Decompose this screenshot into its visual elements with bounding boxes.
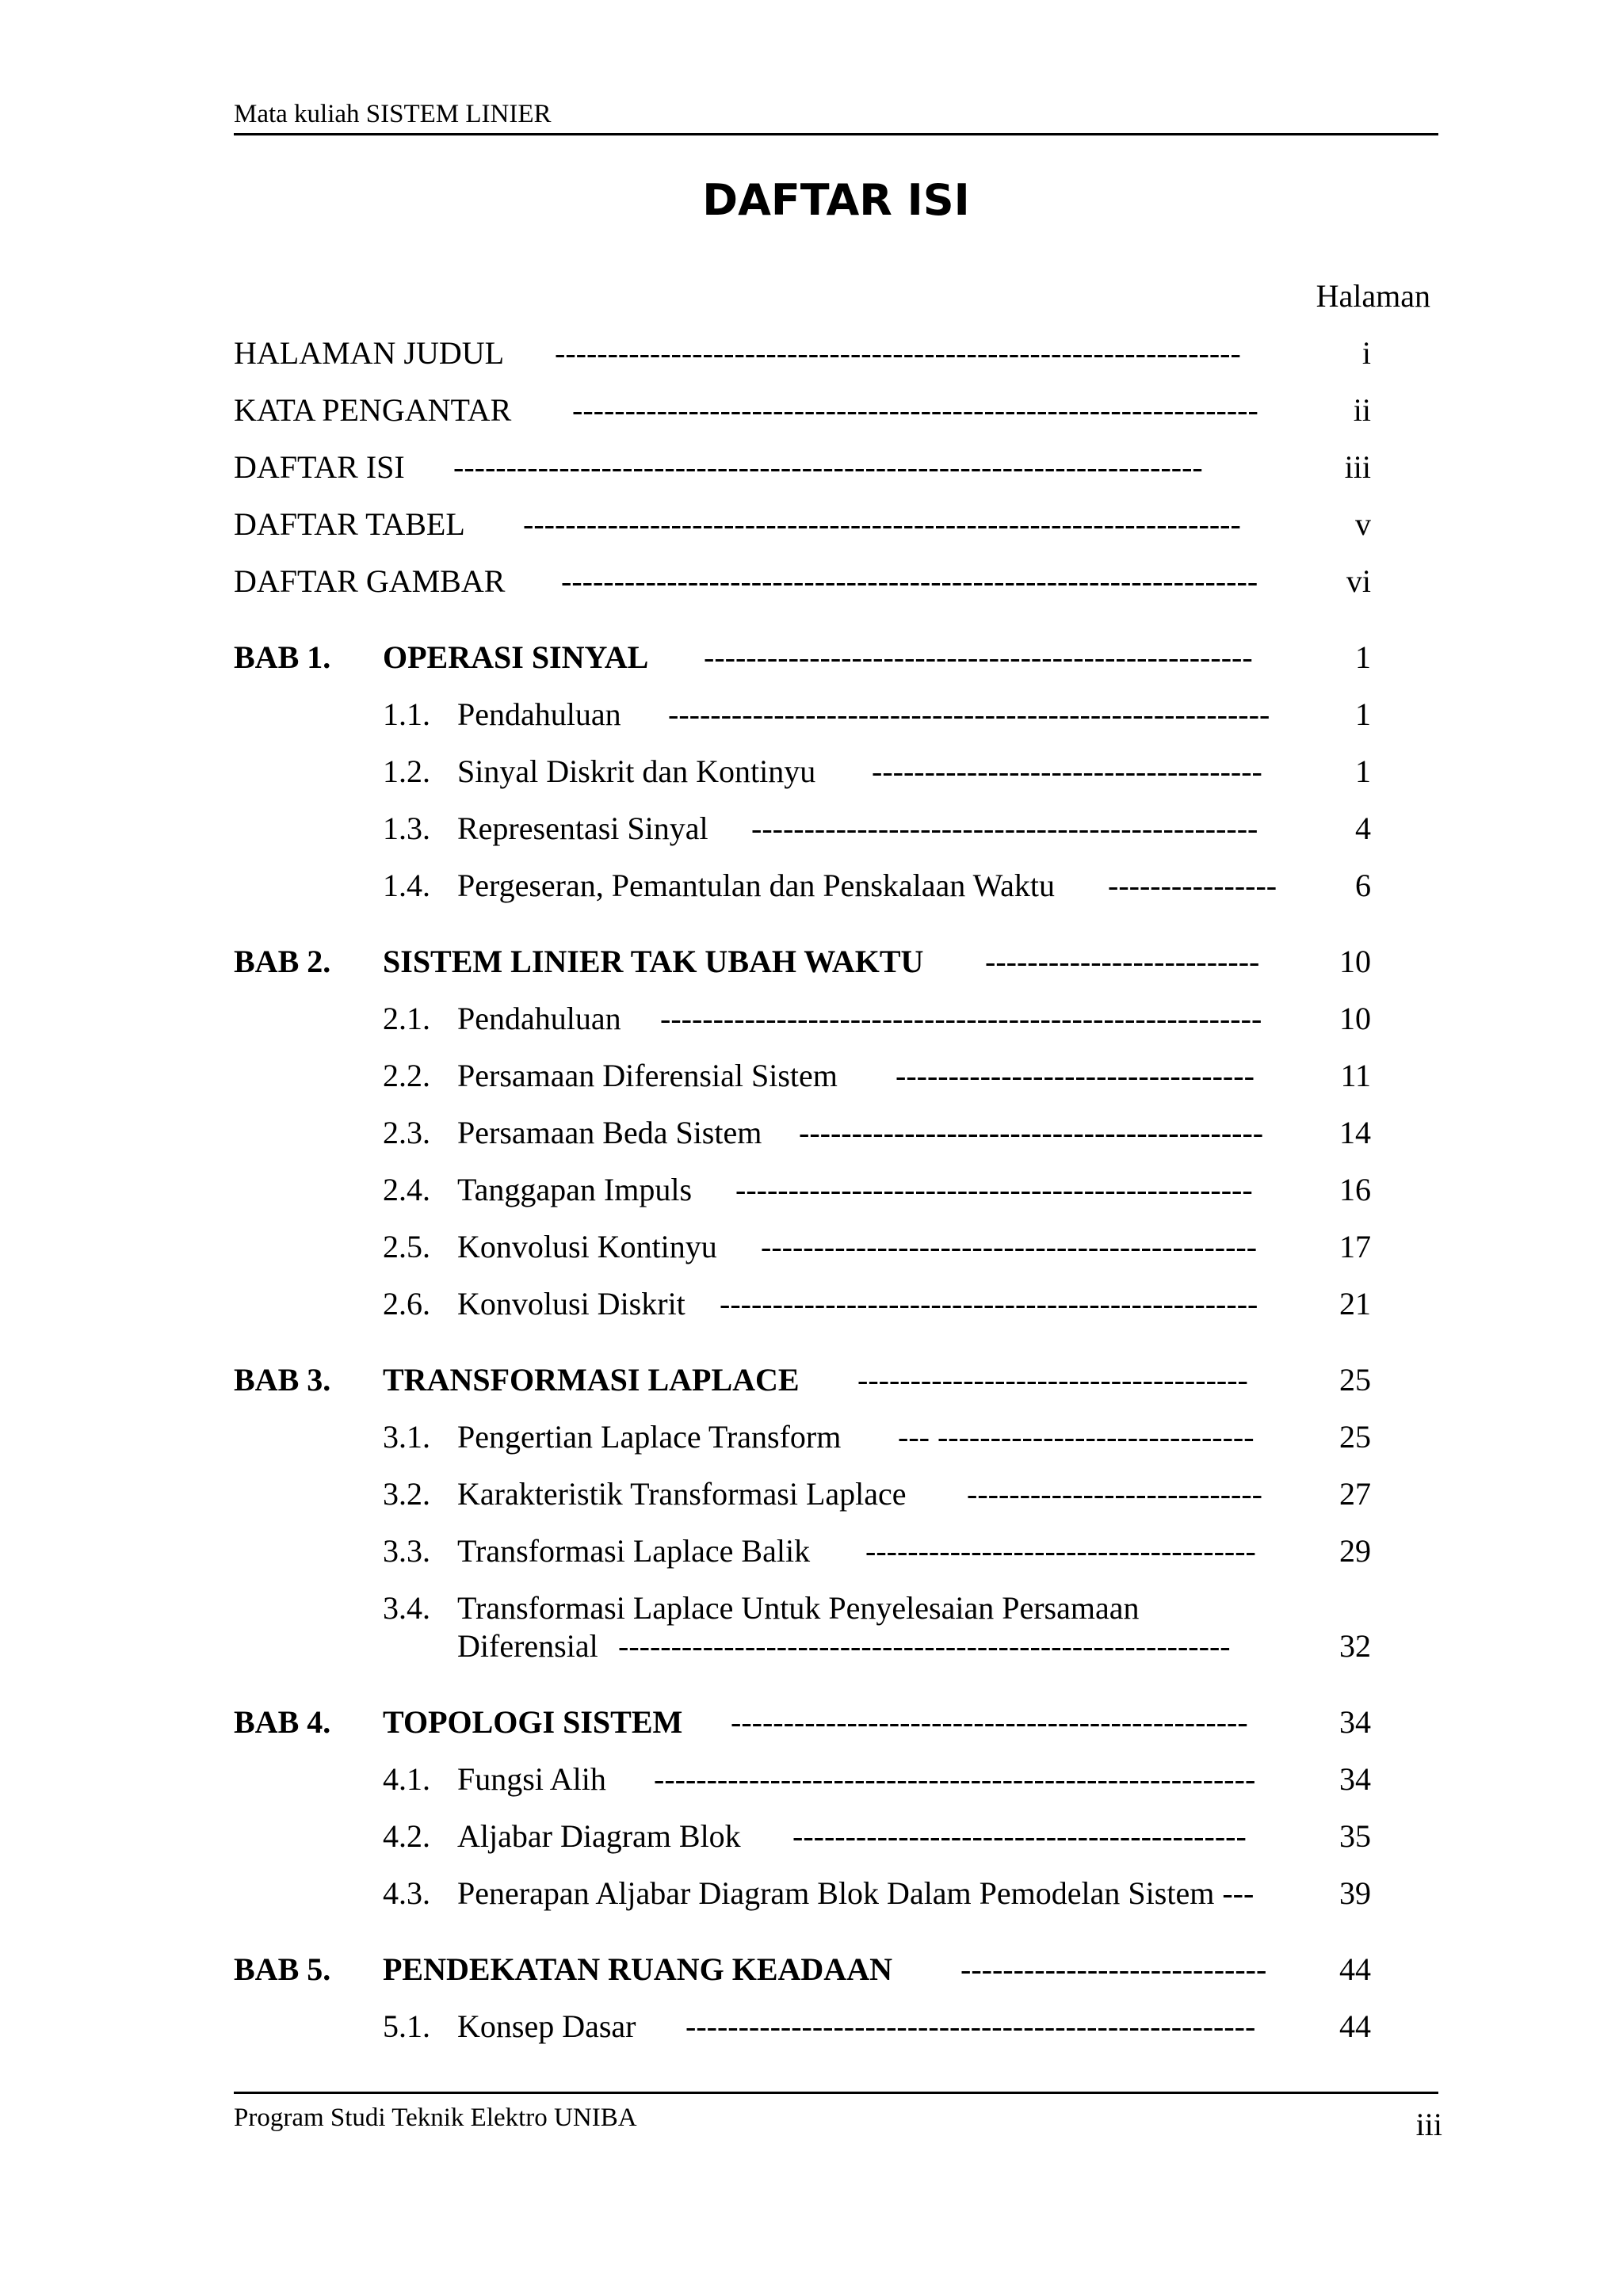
toc-page-number: 34 <box>1339 1761 1371 1797</box>
toc-leader: ------------------------------------------------- <box>735 1172 1253 1207</box>
toc-section-title: Pergeseran, Pemantulan dan Penskalaan Waktu <box>457 868 1055 903</box>
toc-chapter-1[interactable] <box>0 637 1623 678</box>
toc-section-1-4[interactable] <box>0 865 1623 906</box>
toc-page-number: 35 <box>1339 1818 1371 1854</box>
toc-leader: ---------------- <box>1108 868 1277 903</box>
toc-page-number: vi <box>1346 563 1371 599</box>
toc-section-number: 4.3. <box>383 1875 430 1911</box>
toc-page-number: 17 <box>1339 1229 1371 1264</box>
toc-section-1-3[interactable] <box>0 808 1623 849</box>
toc-page-number: 10 <box>1339 1001 1371 1036</box>
toc-section-2-5[interactable] <box>0 1226 1623 1268</box>
toc-section-number: 2.4. <box>383 1172 430 1207</box>
toc-page-number: iii <box>1344 449 1371 485</box>
toc-section-number: 3.2. <box>383 1476 430 1512</box>
toc-page-number: 21 <box>1339 1286 1371 1322</box>
toc-section-2-4[interactable] <box>0 1169 1623 1211</box>
toc-leader: ------------------------------------------------- <box>731 1704 1248 1740</box>
running-header: Mata kuliah SISTEM LINIER <box>234 100 552 128</box>
toc-section-title-continued: Diferensial <box>457 1628 598 1664</box>
toc-section-title: Persamaan Beda Sistem <box>457 1115 762 1150</box>
toc-page-number: 11 <box>1340 1058 1371 1093</box>
toc-section-4-3[interactable] <box>0 1873 1623 1914</box>
toc-entry-label: KATA PENGANTAR <box>234 392 512 428</box>
toc-section-number: 1.4. <box>383 868 430 903</box>
toc-chapter-number: BAB 1. <box>234 639 331 675</box>
toc-section-3-1[interactable] <box>0 1417 1623 1458</box>
toc-section-3-4[interactable] <box>0 1588 1623 1629</box>
toc-section-title: Konvolusi Diskrit <box>457 1286 685 1322</box>
running-footer: Program Studi Teknik Elektro UNIBA <box>234 2103 637 2132</box>
toc-leader: --------------------------------------------------- <box>720 1286 1258 1322</box>
toc-section-number: 4.2. <box>383 1818 430 1854</box>
toc-section-2-1[interactable] <box>0 998 1623 1039</box>
toc-page-number: 32 <box>1339 1628 1371 1664</box>
toc-section-2-3[interactable] <box>0 1112 1623 1154</box>
toc-section-number: 5.1. <box>383 2008 430 2044</box>
header-rule <box>234 133 1438 135</box>
toc-leader: ---------------------------------- <box>896 1058 1254 1093</box>
toc-leader: ------------------------------------------------------------------ <box>561 563 1258 599</box>
toc-page-number: 14 <box>1339 1115 1371 1150</box>
toc-section-5-1[interactable] <box>0 2006 1623 2047</box>
toc-section-number: 2.6. <box>383 1286 430 1322</box>
toc-leader: --------------------------------------------------------- <box>654 1761 1256 1797</box>
toc-section-number: 2.3. <box>383 1115 430 1150</box>
toc-section-number: 2.2. <box>383 1058 430 1093</box>
toc-page-number: 44 <box>1339 2008 1371 2044</box>
toc-section-title: Persamaan Diferensial Sistem <box>457 1058 838 1093</box>
toc-section-2-2[interactable] <box>0 1055 1623 1097</box>
toc-section-title: Penerapan Aljabar Diagram Blok Dalam Pemodelan Sistem --- <box>457 1875 1254 1911</box>
toc-section-title: Pendahuluan <box>457 696 621 732</box>
footer-rule <box>234 2092 1438 2094</box>
toc-section-title: Aljabar Diagram Blok <box>457 1818 741 1854</box>
toc-page-number: 1 <box>1355 753 1371 789</box>
toc-chapter-number: BAB 5. <box>234 1951 331 1987</box>
toc-page-number: 10 <box>1339 944 1371 979</box>
toc-leader: ----------------------------------------------------------------- <box>572 392 1258 428</box>
toc-section-number: 1.2. <box>383 753 430 789</box>
toc-section-2-6[interactable] <box>0 1283 1623 1325</box>
toc-chapter-title: OPERASI SINYAL <box>383 639 649 675</box>
toc-leader: -------------------------------------------- <box>799 1115 1264 1150</box>
toc-section-number: 2.5. <box>383 1229 430 1264</box>
toc-page-number: 1 <box>1355 696 1371 732</box>
toc-page-number: v <box>1355 506 1371 542</box>
toc-leader: ----------------------------------------------------------------- <box>555 335 1241 371</box>
toc-page-number: 25 <box>1339 1419 1371 1455</box>
toc-leader: ---------------------------- <box>967 1476 1262 1512</box>
toc-page-number: 16 <box>1339 1172 1371 1207</box>
toc-section-number: 2.1. <box>383 1001 430 1036</box>
toc-chapter-3[interactable] <box>0 1360 1623 1401</box>
toc-section-1-2[interactable] <box>0 751 1623 792</box>
toc-page-number: 34 <box>1339 1704 1371 1740</box>
toc-section-title: Sinyal Diskrit dan Kontinyu <box>457 753 816 789</box>
toc-entry-daftar-isi[interactable] <box>0 447 1623 488</box>
toc-leader: ----------------------------------------------- <box>761 1229 1258 1264</box>
toc-page-number: 44 <box>1339 1951 1371 1987</box>
toc-chapter-title: TOPOLOGI SISTEM <box>383 1704 683 1740</box>
toc-entry-kata-pengantar[interactable] <box>0 390 1623 431</box>
toc-page-number: i <box>1361 335 1371 371</box>
toc-chapter-title: PENDEKATAN RUANG KEADAAN <box>383 1951 892 1987</box>
toc-section-number: 1.3. <box>383 810 430 846</box>
toc-leader: ----------------------------------------------------------------------- <box>453 449 1203 485</box>
toc-page-number: 27 <box>1339 1476 1371 1512</box>
toc-page-number: ii <box>1353 392 1371 428</box>
toc-section-title: Konvolusi Kontinyu <box>457 1229 717 1264</box>
toc-section-title: Pengertian Laplace Transform <box>457 1419 842 1455</box>
toc-section-title: Fungsi Alih <box>457 1761 606 1797</box>
toc-entry-halaman-judul[interactable] <box>0 333 1623 374</box>
toc-page-number: 29 <box>1339 1533 1371 1569</box>
toc-chapter-2[interactable] <box>0 941 1623 982</box>
toc-chapter-number: BAB 2. <box>234 944 331 979</box>
toc-chapter-4[interactable] <box>0 1702 1623 1743</box>
toc-chapter-5[interactable] <box>0 1949 1623 1990</box>
toc-entry-daftar-gambar[interactable] <box>0 561 1623 602</box>
toc-page-number: 39 <box>1339 1875 1371 1911</box>
page-column-heading: Halaman <box>1316 278 1430 314</box>
toc-chapter-number: BAB 4. <box>234 1704 331 1740</box>
toc-section-title: Pendahuluan <box>457 1001 621 1036</box>
toc-chapter-title: TRANSFORMASI LAPLACE <box>383 1362 800 1398</box>
toc-page-number: 4 <box>1355 810 1371 846</box>
toc-leader: ------------------------------------- <box>857 1362 1248 1398</box>
toc-leader: --------------------------------------------------------- <box>660 1001 1262 1036</box>
toc-entry-label: DAFTAR TABEL <box>234 506 465 542</box>
toc-leader: ------------------------------------- <box>872 753 1262 789</box>
toc-section-title: Transformasi Laplace Untuk Penyelesaian Persamaan <box>457 1590 1140 1626</box>
toc-section-number: 3.3. <box>383 1533 430 1569</box>
toc-section-title: Transformasi Laplace Balik <box>457 1533 811 1569</box>
toc-section-3-4-continued[interactable] <box>0 1626 1623 1667</box>
toc-leader: -------------------------------------------------------------------- <box>523 506 1241 542</box>
toc-section-3-2[interactable] <box>0 1474 1623 1515</box>
toc-section-title: Representasi Sinyal <box>457 810 708 846</box>
toc-leader: ---------------------------------------------------- <box>704 639 1253 675</box>
toc-leader: -------------------------- <box>985 944 1260 979</box>
toc-leader: --------------------------------------------------------- <box>668 696 1270 732</box>
toc-leader: --- ------------------------------ <box>898 1419 1254 1455</box>
toc-leader: ----------------------------- <box>960 1951 1267 1987</box>
toc-chapter-title: SISTEM LINIER TAK UBAH WAKTU <box>383 944 924 979</box>
toc-page-number: 1 <box>1355 639 1371 675</box>
toc-section-4-1[interactable] <box>0 1759 1623 1800</box>
toc-section-title: Karakteristik Transformasi Laplace <box>457 1476 907 1512</box>
toc-leader: ------------------------------------------------ <box>751 810 1258 846</box>
toc-section-title: Tanggapan Impuls <box>457 1172 693 1207</box>
toc-chapter-number: BAB 3. <box>234 1362 331 1398</box>
toc-section-number: 4.1. <box>383 1761 430 1797</box>
toc-leader: ------------------------------------- <box>865 1533 1256 1569</box>
toc-section-title: Konsep Dasar <box>457 2008 636 2044</box>
toc-section-number: 1.1. <box>383 696 430 732</box>
toc-leader: ------------------------------------------- <box>792 1818 1247 1854</box>
footer-page-number: iii <box>1415 2107 1442 2142</box>
toc-section-4-2[interactable] <box>0 1816 1623 1857</box>
toc-section-number: 3.4. <box>383 1590 430 1626</box>
toc-section-3-3[interactable] <box>0 1531 1623 1572</box>
toc-section-1-1[interactable] <box>0 694 1623 735</box>
toc-page-number: 25 <box>1339 1362 1371 1398</box>
toc-page-number: 6 <box>1355 868 1371 903</box>
toc-leader: ------------------------------------------------------ <box>685 2008 1256 2044</box>
toc-leader: ---------------------------------------------------------- <box>618 1628 1231 1664</box>
toc-entry-label: DAFTAR GAMBAR <box>234 563 506 599</box>
toc-section-number: 3.1. <box>383 1419 430 1455</box>
toc-entry-daftar-tabel[interactable] <box>0 504 1623 545</box>
toc-entry-label: DAFTAR ISI <box>234 449 405 485</box>
page-title: DAFTAR ISI <box>702 175 970 225</box>
toc-entry-label: HALAMAN JUDUL <box>234 335 505 371</box>
